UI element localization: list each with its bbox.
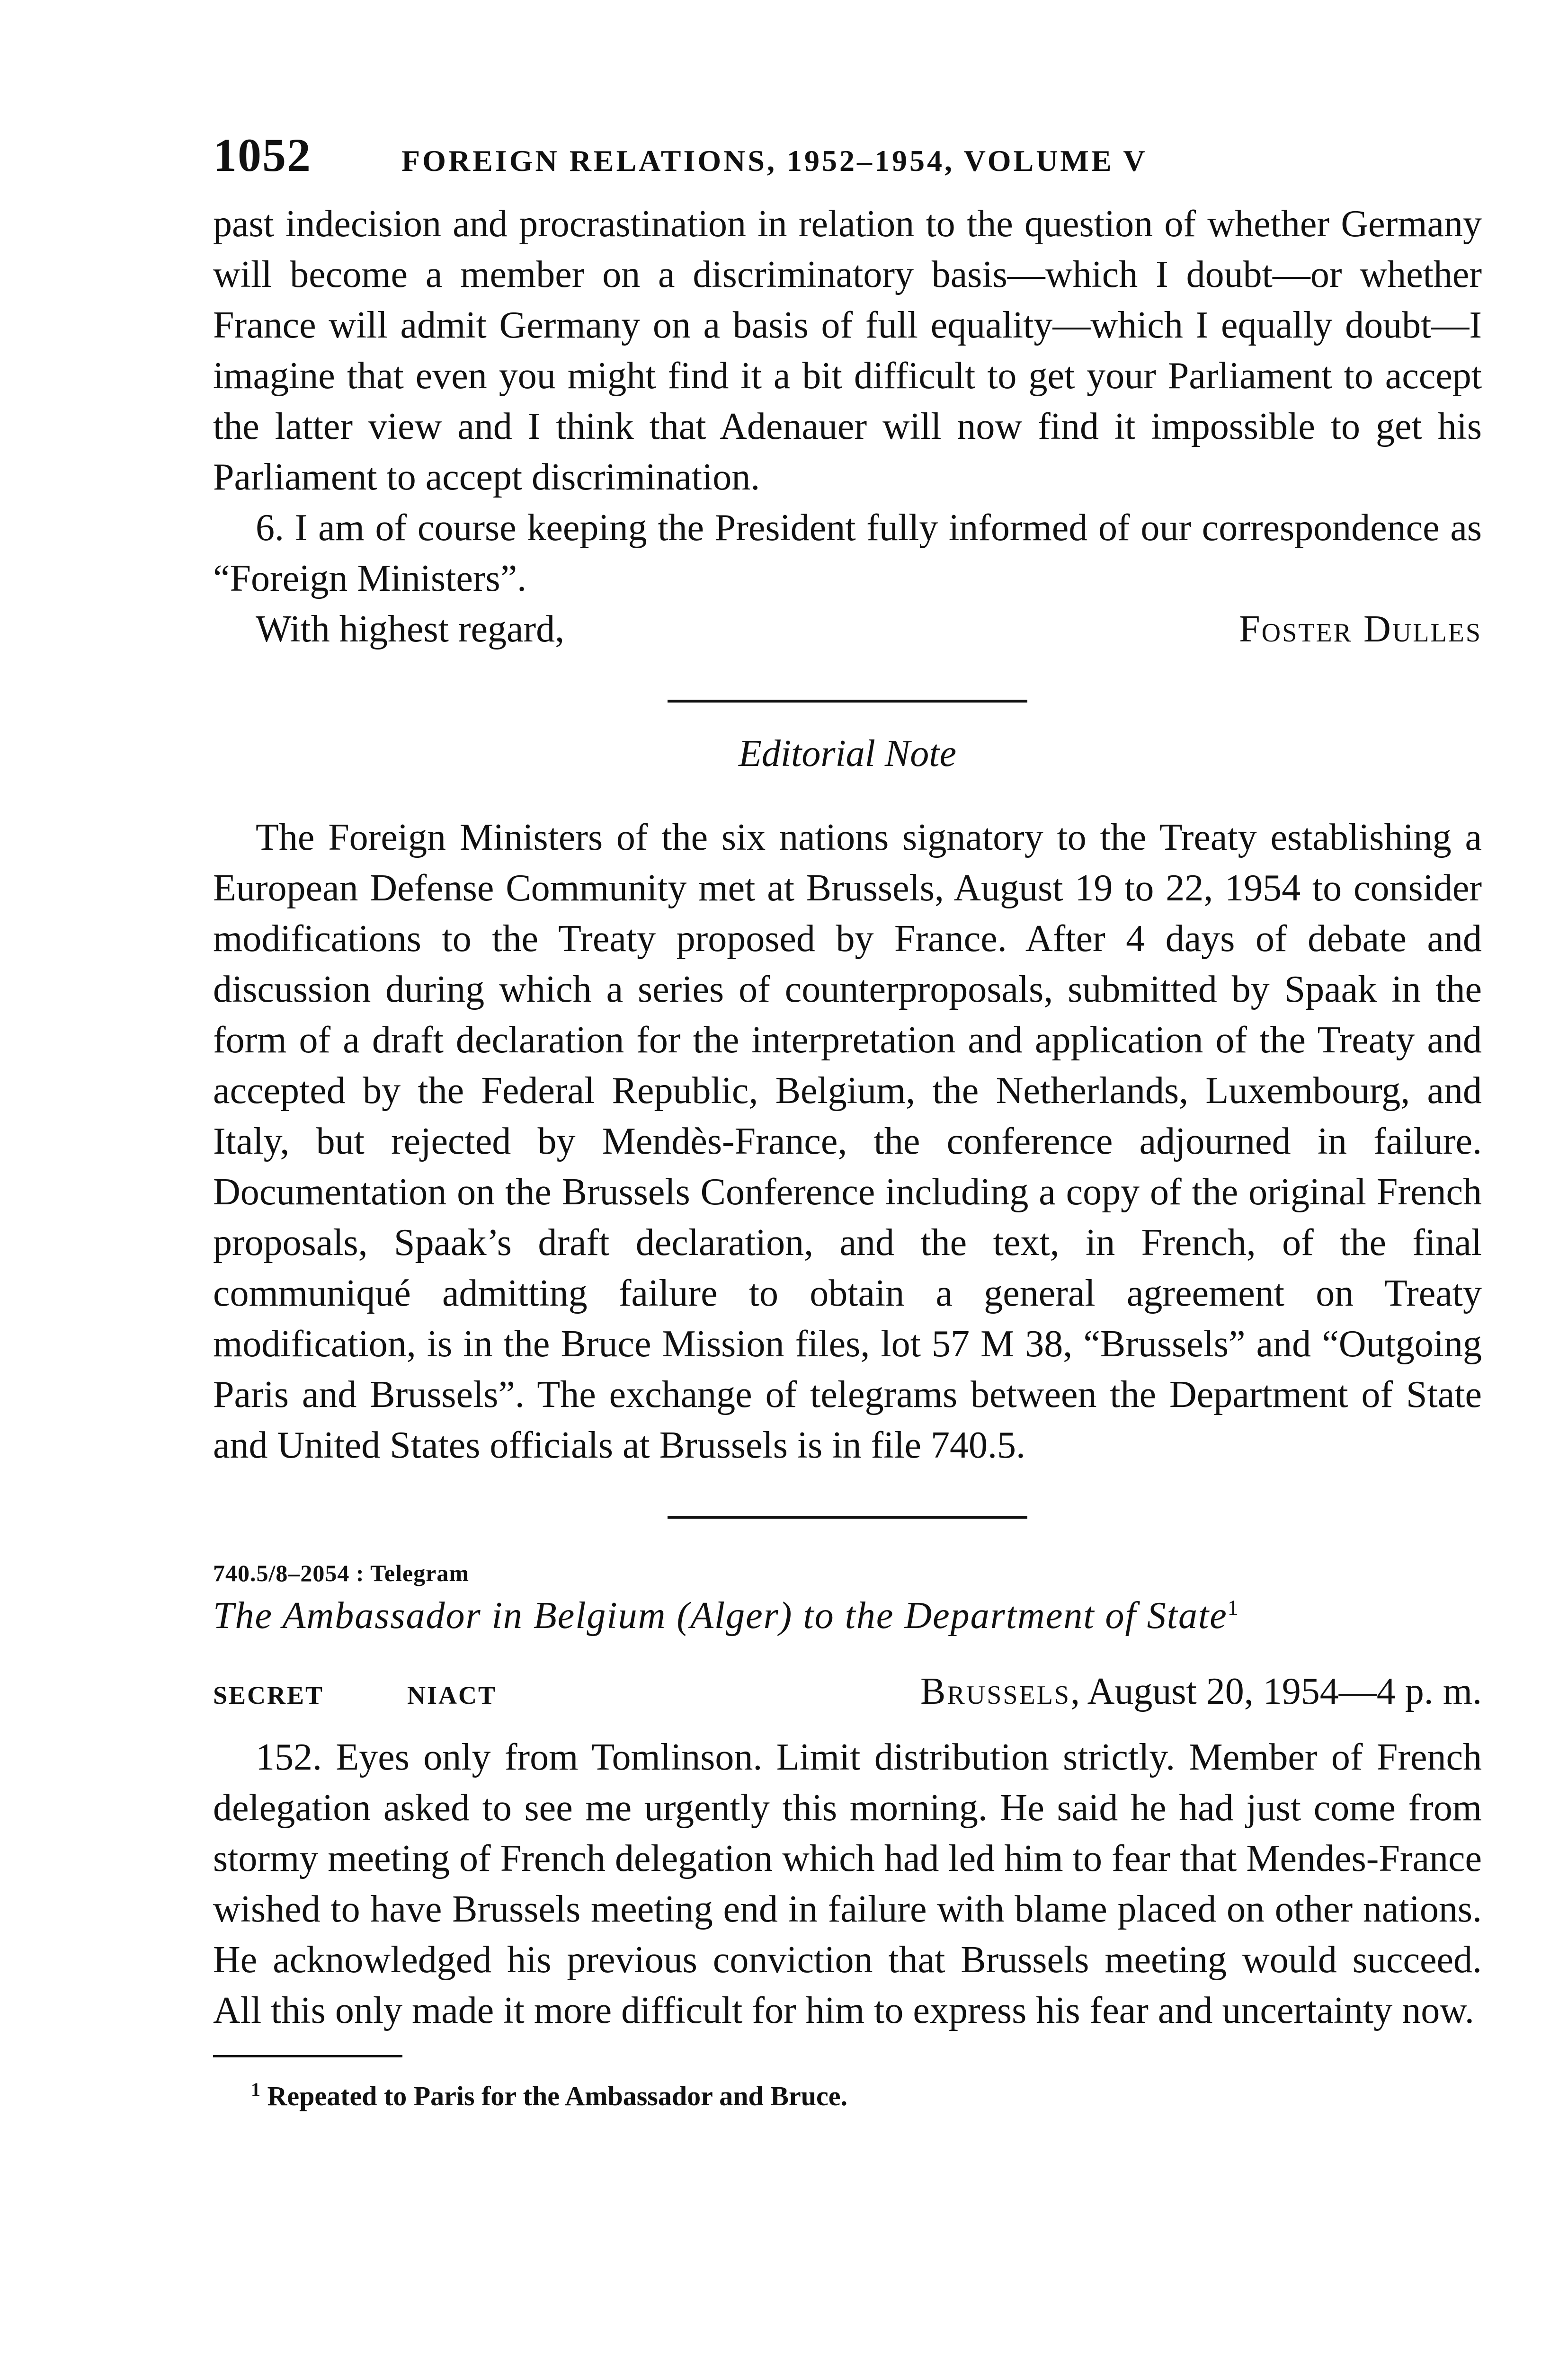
page-number: 1052 (213, 129, 312, 181)
section-divider (668, 700, 1027, 703)
dateline-date: , August 20, 1954—4 p. m. (1070, 1671, 1482, 1712)
classification: SECRET (213, 1681, 324, 1709)
page-header (213, 128, 1482, 199)
section-divider (668, 1516, 1027, 1519)
running-head: FOREIGN RELATIONS, 1952–1954, VOLUME V (401, 144, 1148, 178)
footnote-number: 1 (251, 2079, 260, 2100)
letter-closing-line (213, 604, 1482, 655)
closing-salutation: With highest regard, (256, 608, 565, 650)
footnote (213, 2077, 1482, 2115)
signature: Foster Dulles (1239, 608, 1482, 650)
letter-paragraph-6: 6. I am of course keeping the President fully informed of our correspondence as “Foreign Ministers”. (213, 507, 1482, 599)
footnote-marker: 1 (1227, 1595, 1239, 1620)
telegram-title (213, 1590, 1482, 1642)
telegram-title-text: The Ambassador in Belgium (Alger) to the Department of State (213, 1595, 1228, 1637)
handling-caveat: NIACT (407, 1681, 497, 1709)
editorial-note-body: The Foreign Ministers of the six nations signatory to the Treaty establishing a European Defense Community met at Brussels, August 19 to 22, 1954 to consider modifications to the Treaty proposed by France. After 4 days of debate and discussion during which a series of counterproposals, submitted by Spaak in the form of a draft declaration for the interpretation and application of the Treaty and accepted by the Federal Republic, Belgium, the Netherlands, Luxembourg, and Italy, but rejected by Mendès-France, the conference adjourned in failure. Documentation on the Brussels Conference including a copy of the original French proposals, Spaak’s draft declaration, and the text, in French, of the final communiqué admitting failure to obtain a general agreement on Treaty modification, is in the Bruce Mission files, lot 57 M 38, “Brussels” and “Outgoing Paris and Brussels”. The exchange of telegrams between the Department of State and United States officials at Brussels is in file 740.5. (213, 817, 1482, 1466)
dateline (920, 1670, 1482, 1713)
editorial-note-title: Editorial Note (739, 733, 956, 774)
telegram-file-reference: 740.5/8–2054 : Telegram (213, 1560, 470, 1586)
dateline-place: Brussels (920, 1671, 1071, 1712)
letter-continuation: past indecision and procrastination in relation to the question of whether Germany will become a member on a discriminatory basis—which I doubt—or whether France will admit Germany on a basis of full equality—which I equally doubt—I imagine that even you might find it a bit difficult to get your Parliament to accept the latter view and I think that Adenauer will now find it impossible to get his Parliament to accept discrimination. (213, 203, 1482, 498)
telegram-body: 152. Eyes only from Tomlinson. Limit distribution strictly. Member of French delegation asked to see me urgently this morning. He said he had just come from stormy meeting of French delegation which had led him to fear that Mendes-France wished to have Brussels meeting end in failure with blame placed on other nations. He acknowledged his previous conviction that Brussels meeting would succeed. All this only made it more difficult for him to express his fear and uncertainty now. (213, 1736, 1482, 2031)
footnote-text: Repeated to Paris for the Ambassador and Bruce. (267, 2081, 847, 2111)
telegram-header-line (213, 1670, 1482, 1725)
document-page (213, 128, 1482, 2115)
footnote-rule (213, 2055, 402, 2057)
